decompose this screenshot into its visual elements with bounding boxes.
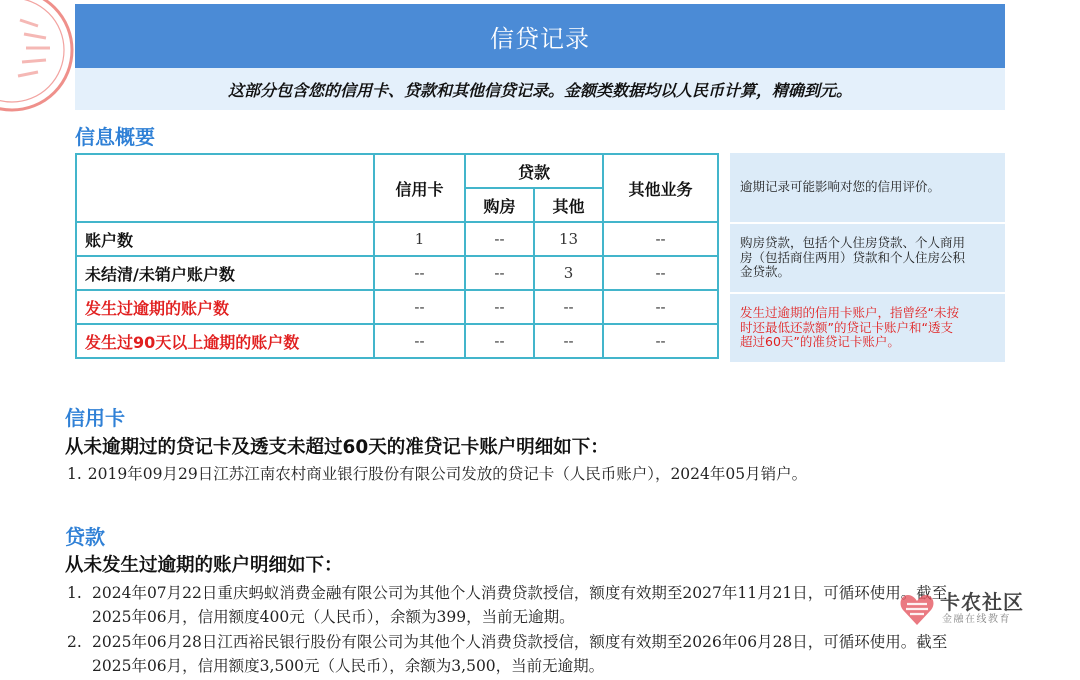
note-line: 金贷款。 [740,264,791,280]
table-cell: -- [465,222,534,256]
row-label-overdue-90-days: 发生过90天以上逾期的账户数 [76,324,374,358]
section-title: 信贷记录 [490,24,590,53]
item-text-block [92,581,947,629]
note-line: 超过60天”的准贷记卡账户。 [740,334,900,350]
loan-heading: 贷款 [65,525,105,549]
table-cell: -- [534,324,603,358]
table-cell: -- [465,256,534,290]
logo-name: 卡农社区 [940,590,1024,614]
credit-card-heading: 信用卡 [65,406,125,430]
section-title-bar [75,4,1005,68]
table-cell: -- [603,324,718,358]
note-line: 时还最低还款额”的贷记卡账户和“透支 [740,319,953,335]
table-cell: -- [603,290,718,324]
table-cell: -- [603,222,718,256]
note-line: 购房贷款，包括个人住房贷款、个人商用 [740,235,966,251]
table-row [76,290,718,324]
credit-card-subheading: 从未逾期过的贷记卡及透支未超过60天的准贷记卡账户明细如下： [65,437,609,458]
table-row [76,222,718,256]
list-item [67,630,947,678]
table-header-row [76,154,718,188]
list-item [67,581,947,629]
item-text: 2025年06月，信用额度400元（人民币），余额为399，当前无逾期。 [92,608,575,626]
note-line: 房（包括商住两用）贷款和个人住房公积 [740,249,966,265]
list-item [67,462,807,486]
row-label-open-accounts: 未结清/未销户账户数 [76,256,374,290]
col-header-loan-other: 其他 [534,188,603,222]
kanong-logo [898,590,1024,628]
table-cell: 13 [534,222,603,256]
logo-tagline: 金融在线教育 [942,614,1011,625]
item-number: 2. [67,633,82,651]
item-number: 1. [67,465,82,483]
table-cell: 3 [534,256,603,290]
table-cell: -- [534,290,603,324]
table-row [76,324,718,358]
item-text: 2019年09月29日江苏江南农村商业银行股份有限公司发放的贷记卡（人民币账户），2024年05月销户。 [87,465,808,483]
section-description: 这部分包含您的信用卡、贷款和其他信贷记录。金额类数据均以人民币计算，精确到元。 [227,80,852,100]
logo-text [940,590,1024,626]
seal-stamp-icon [0,0,80,115]
kanong-logo-icon [898,590,936,628]
table-cell: -- [374,324,465,358]
table-cell: 1 [374,222,465,256]
note-overdue-definition [730,294,1005,362]
table-cell: -- [374,256,465,290]
item-text: 2025年06月28日江西裕民银行股份有限公司为其他个人消费贷款授信，额度有效期至2026年06月28日，可循环使用。截至 [92,633,948,651]
table-cell: -- [603,256,718,290]
item-text-block [92,630,947,678]
note-line: 发生过逾期的信用卡账户，指曾经“未按 [740,305,959,321]
table-cell: -- [465,290,534,324]
item-text: 2024年07月22日重庆蚂蚁消费金融有限公司为其他个人消费贷款授信，额度有效期至2027年11月21日，可循环使用。截至 [92,584,948,602]
col-header-loan: 贷款 [465,154,603,188]
table-row [76,256,718,290]
loan-subheading: 从未发生过逾期的账户明细如下： [65,555,343,576]
note-line: 逾期记录可能影响对您的信用评价。 [740,179,941,195]
table-cell: -- [465,324,534,358]
summary-notes [730,153,1005,364]
col-header-credit-card: 信用卡 [374,154,465,222]
col-header-housing: 购房 [465,188,534,222]
table-corner-cell [76,154,374,222]
summary-table [75,153,719,359]
item-text: 2025年06月，信用额度3,500元（人民币），余额为3,500，当前无逾期。 [92,657,605,675]
section-description-box [75,68,1005,110]
item-number: 1. [67,584,82,602]
col-header-other-business: 其他业务 [603,154,718,222]
row-label-overdue-accounts: 发生过逾期的账户数 [76,290,374,324]
note-overdue-impact [730,153,1005,222]
note-housing-loan [730,224,1005,292]
row-label-account-count: 账户数 [76,222,374,256]
summary-heading: 信息概要 [75,125,155,149]
table-cell: -- [374,290,465,324]
